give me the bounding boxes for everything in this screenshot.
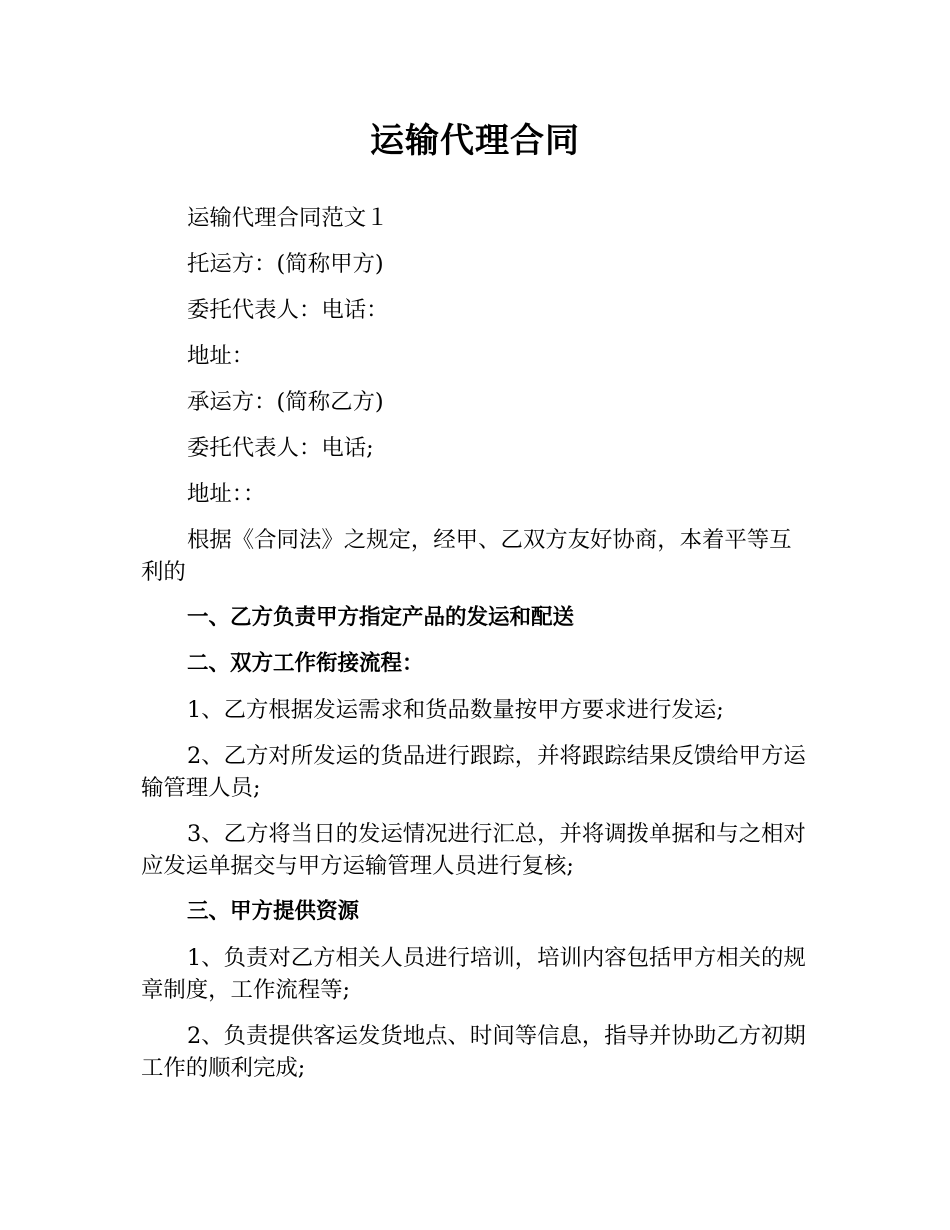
paragraph-16: 2、负责提供客运发货地点、时间等信息，指导并协助乙方初期工作的顺利完成; [141, 1023, 806, 1081]
paragraph-6: 委托代表人：电话; [187, 435, 374, 461]
paragraph-7: 地址：： [187, 481, 266, 507]
paragraph-15: 1、负责对乙方相关人员进行培训，培训内容包括甲方相关的规章制度，工作流程等; [141, 945, 806, 1003]
document-body [141, 202, 809, 1098]
paragraph-13: 3、乙方将当日的发运情况进行汇总，并将调拨单据和与之相对应发运单据交与甲方运输管理人员进行复核; [141, 821, 806, 879]
paragraph-2: 托运方：(简称甲方) [187, 251, 384, 277]
section-heading-1: 一、乙方负责甲方指定产品的发运和配送 [187, 605, 575, 630]
paragraph-1: 运输代理合同范文１ [187, 205, 389, 231]
document-title: 运输代理合同 [370, 121, 580, 161]
paragraph-5: 承运方：(简称乙方) [187, 389, 384, 415]
paragraph-4: 地址： [187, 343, 255, 369]
section-heading-2: 二、双方工作衔接流程： [187, 651, 424, 676]
paragraph-3: 委托代表人：电话： [187, 297, 389, 323]
section-heading-3: 三、甲方提供资源 [187, 899, 360, 924]
document-page [141, 0, 809, 1230]
paragraph-12: 2、乙方对所发运的货品进行跟踪，并将跟踪结果反馈给甲方运输管理人员; [141, 743, 806, 801]
paragraph-11: 1、乙方根据发运需求和货品数量按甲方要求进行发运; [187, 697, 724, 723]
paragraph-8: 根据《合同法》之规定，经甲、乙双方友好协商，本着平等互利的 [141, 527, 792, 585]
